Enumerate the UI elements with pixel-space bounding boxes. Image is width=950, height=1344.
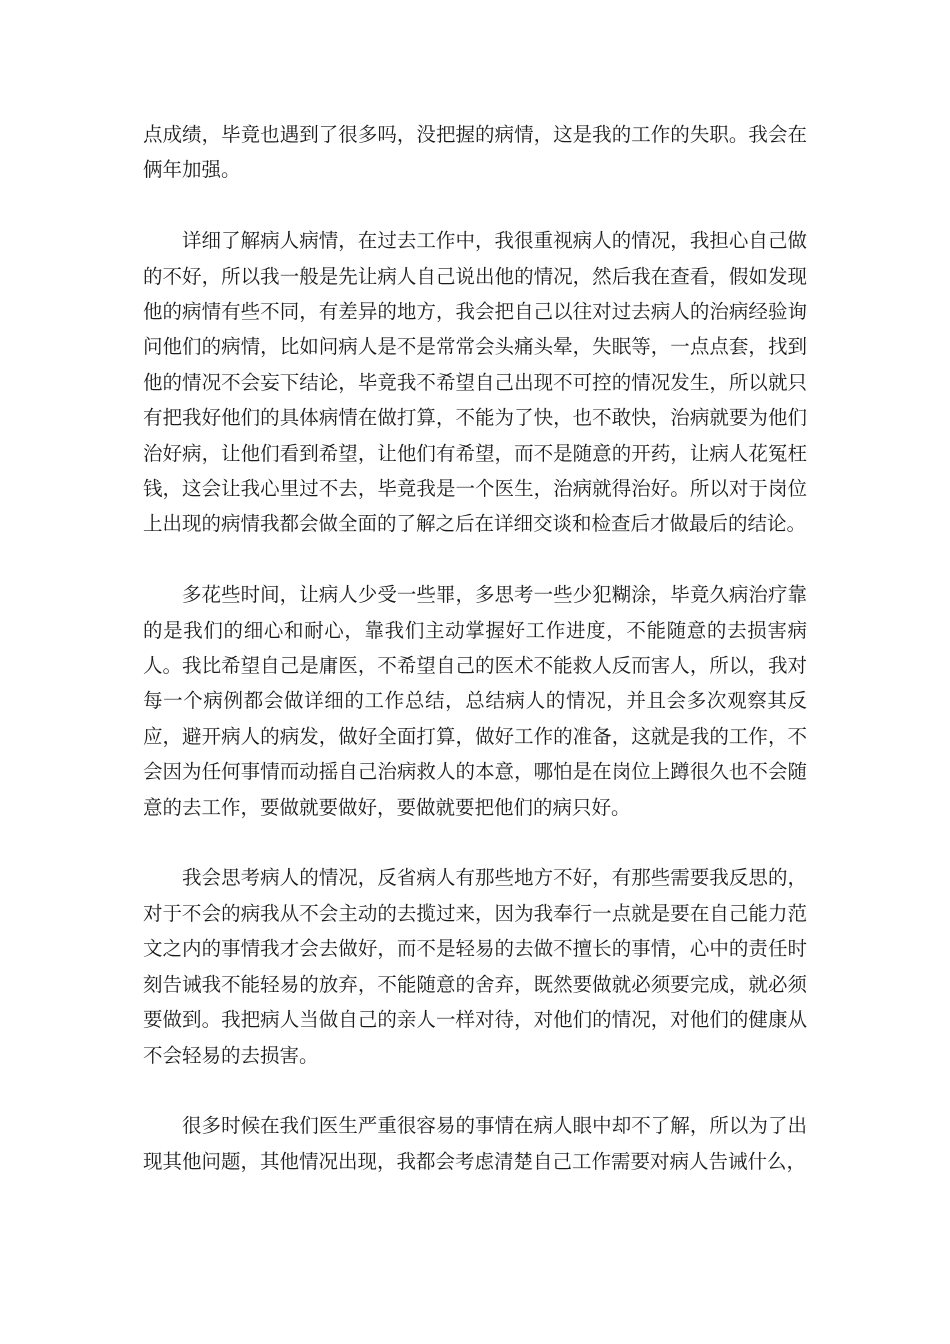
paragraph-communication: 很多时候在我们医生严重很容易的事情在病人眼中却不了解，所以为了出现其他问题，其他情况出现，我都会考虑清楚自己工作需要对病人告诫什么， [143, 1114, 807, 1173]
paragraph-understand-condition: 详细了解病人病情，在过去工作中，我很重视病人的情况，我担心自己做的不好，所以我一般是先让病人自己说出他的情况，然后我在查看，假如发现他的病情有些不同，有差异的地方，我会把自己以往对过去病人的治病经验询问他们的病情，比如问病人是不是常常会头痛头晕，失眠等，一点点套，找到他的情况不会妄下结论，毕竟我不希望自己出现不可控的情况发生，所以就只有把我好他们的具体病情在做打算，不能为了快，也不敢快，治病就要为他们治好病，让他们看到希望，让他们有希望，而不是随意的开药，让病人花冤枉钱，这会让我心里过不去，毕竟我是一个医生，治病就得治好。所以对于岗位上出现的病情我都会做全面的了解之后在详细交谈和检查后才做最后的结论。 [143, 229, 807, 536]
paragraph-spend-time: 多花些时间，让病人少受一些罪，多思考一些少犯糊涂，毕竟久病治疗靠的是我们的细心和耐心，靠我们主动掌握好工作进度，不能随意的去损害病人。我比希望自己是庸医，不希望自己的医术不能救人反而害人，所以，我对每一个病例都会做详细的工作总结，总结病人的情况，并且会多次观察其反应，避开病人的病发，做好全面打算，做好工作的准备，这就是我的工作，不会因为任何事情而动摇自己治病救人的本意，哪怕是在岗位上蹲很久也不会随意的去工作，要做就要做好，要做就要把他们的病只好。 [143, 583, 807, 819]
paragraph-continuation: 点成绩，毕竟也遇到了很多吗，没把握的病情，这是我的工作的失职。我会在俩年加强。 [143, 123, 807, 182]
document-body [143, 117, 807, 1215]
paragraph-reflect: 我会思考病人的情况，反省病人有那些地方不好，有那些需要我反思的，对于不会的病我从不会主动的去揽过来，因为我奉行一点就是要在自己能力范文之内的事情我才会去做好，而不是轻易的去做不擅长的事情，心中的责任时刻告诫我不能轻易的放弃，不能随意的舍弃，既然要做就必须要完成，就必须要做到。我把病人当做自己的亲人一样对待，对他们的情况，对他们的健康从不会轻易的去损害。 [143, 866, 807, 1067]
